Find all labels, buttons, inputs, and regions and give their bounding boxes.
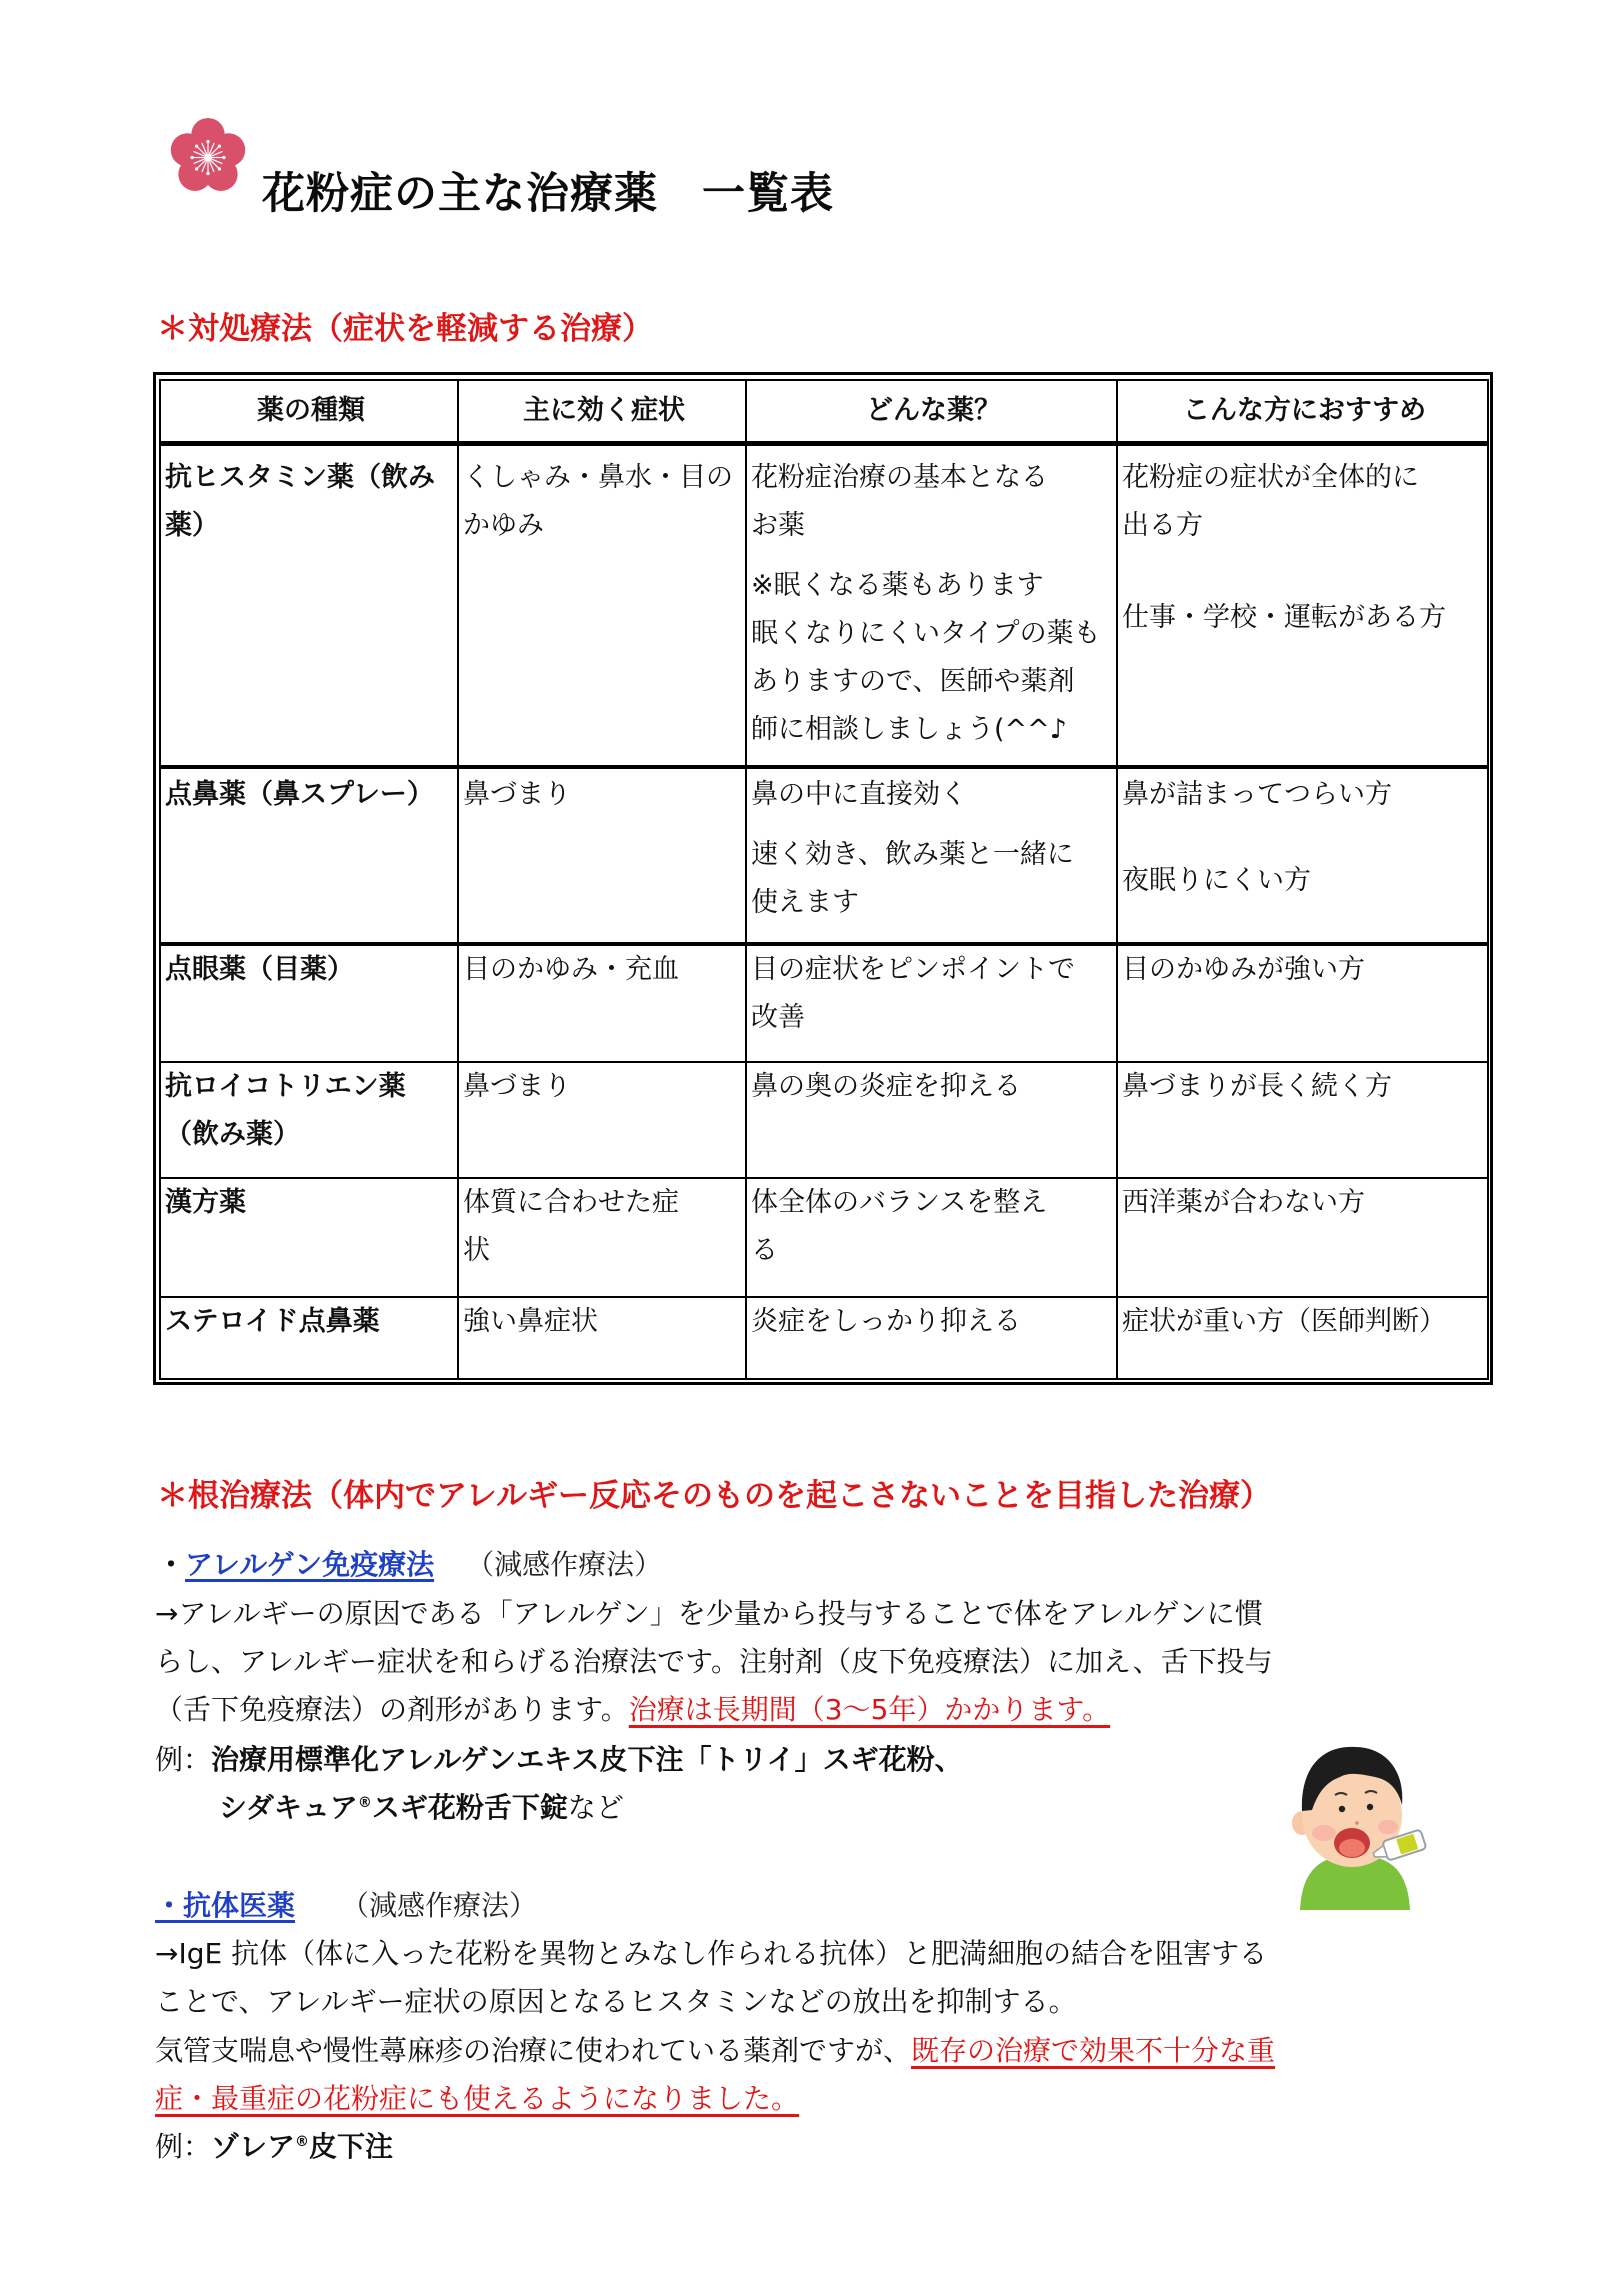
text-span: 気管支喘息や慢性蕁麻疹の治療に使われている薬剤ですが、: [155, 2034, 912, 2067]
cell-line: 状: [463, 1235, 490, 1266]
cell-line: 炎症をしっかり抑える: [751, 1306, 1021, 1337]
cell-for: [1117, 1297, 1488, 1379]
immunotherapy-example-1: [155, 1738, 963, 1778]
cell-what: [746, 443, 1117, 767]
antibody-text-line: [155, 2029, 1275, 2069]
cell-symptom: [458, 1062, 746, 1178]
table-row: [160, 944, 1488, 1062]
cell-line: 西洋薬が合わない方: [1122, 1187, 1365, 1218]
antibody-text-line: [155, 2077, 799, 2117]
cell-line: ステロイド点鼻薬: [165, 1306, 380, 1337]
cell-line: 眠くなりにくいタイプの薬も: [751, 617, 1101, 649]
cell-line: ※眠くなる薬もあります: [751, 569, 1044, 601]
table-row: [160, 767, 1488, 944]
example-label: 例：: [155, 2130, 212, 2163]
cell-what: [746, 1178, 1117, 1297]
cell-line: 鼻づまりが長く続く方: [1122, 1071, 1392, 1102]
cell-line: ありますので、医師や薬剤: [751, 665, 1075, 697]
cell-line: 速く効き、飲み薬と一緒に: [751, 839, 1074, 870]
example-product: 皮下注: [309, 2130, 394, 2163]
antibody-text-line: ことで、アレルギー症状の原因となるヒスタミンなどの放出を抑制する。: [155, 1985, 1077, 2018]
cell-line: 漢方薬: [165, 1187, 246, 1218]
cell-line: 鼻づまり: [463, 1071, 571, 1102]
cell-line: 抗ロイコトリエン薬: [165, 1071, 406, 1102]
example-label: 例：: [155, 1743, 212, 1776]
child-taking-medicine-illustration: [1280, 1715, 1430, 1910]
cell-line: 鼻づまり: [463, 779, 571, 810]
cell-kind: [160, 944, 458, 1062]
antibody-text-line: →IgE 抗体（体に入った花粉を異物とみなし作られる抗体）と肥満細胞の結合を阻害する: [155, 1937, 1268, 1970]
header-kind: 薬の種類: [160, 380, 458, 443]
table-header-row: [160, 380, 1488, 443]
cell-line: 花粉症治療の基本となる: [751, 461, 1048, 493]
example-product: ゾレア: [211, 2130, 296, 2163]
registered-mark: ®: [295, 2134, 310, 2150]
immunotherapy-alias: （減感作療法）: [466, 1548, 663, 1581]
duration-highlight: 治療は長期間（3～5年）かかります。: [628, 1693, 1111, 1726]
cell-what: [746, 1062, 1117, 1178]
severity-highlight: 既存の治療で効果不十分な重: [911, 2034, 1276, 2067]
cell-symptom: [458, 944, 746, 1062]
example-product: スギ花粉舌下錠: [371, 1791, 568, 1824]
severity-highlight: 症・最重症の花粉症にも使えるようになりました。: [155, 2082, 800, 2115]
cell-line: 師に相談しましょう(^^♪: [751, 713, 1068, 745]
cell-for: [1117, 767, 1488, 944]
header-symptom: 主に効く症状: [458, 380, 746, 443]
symptomatic-heading: ＊対処療法（症状を軽減する治療）: [157, 311, 653, 347]
cell-kind: [160, 443, 458, 767]
immunotherapy-link[interactable]: アレルゲン免疫療法: [185, 1548, 435, 1581]
cell-symptom: [458, 443, 746, 767]
cell-line: 使えます: [751, 887, 859, 918]
bullet: ・: [155, 1889, 184, 1922]
medication-table: [159, 379, 1489, 1380]
text-span: （舌下免疫療法）の剤形があります。: [155, 1693, 629, 1726]
table-row: [160, 1062, 1488, 1178]
cell-line: 鼻の奥の炎症を抑える: [751, 1071, 1021, 1102]
cell-line: 強い鼻症状: [463, 1306, 598, 1337]
header-for: こんな方におすすめ: [1117, 380, 1488, 443]
cell-line: お薬: [751, 509, 805, 541]
cell-line: 薬）: [165, 509, 219, 541]
cell-line: 抗ヒスタミン薬（飲み: [165, 461, 435, 493]
cell-line: 目のかゆみ・充血: [463, 954, 679, 985]
cell-line: （飲み薬）: [165, 1119, 300, 1150]
cell-line: 目の症状をピンポイントで: [751, 954, 1075, 985]
table-row: [160, 1178, 1488, 1297]
cell-line: る: [751, 1235, 778, 1266]
cell-line: 鼻が詰まってつらい方: [1122, 779, 1392, 810]
antibody-title: 抗体医薬: [183, 1889, 296, 1922]
immunotherapy-text-line: らし、アレルギー症状を和らげる治療法です。注射剤（皮下免疫療法）に加え、舌下投与: [155, 1645, 1273, 1678]
example-product: 治療用標準化アレルゲンエキス皮下注「トリイ」スギ花粉、: [211, 1743, 963, 1776]
cell-kind: [160, 1297, 458, 1379]
registered-mark: ®: [357, 1795, 372, 1811]
page-title: 花粉症の主な治療薬 一覧表: [262, 169, 834, 219]
cell-line: 鼻の中に直接効く: [751, 779, 967, 810]
cell-line: 点眼薬（目薬）: [165, 954, 354, 985]
antibody-title-line: [155, 1884, 537, 1924]
header-what: どんな薬？: [746, 380, 1117, 443]
cell-line: 夜眠りにくい方: [1122, 865, 1311, 896]
cell-for: [1117, 944, 1488, 1062]
immunotherapy-title-line: [157, 1543, 662, 1583]
cell-line: 点鼻薬（鼻スプレー）: [165, 779, 434, 810]
antibody-alias: （減感作療法）: [341, 1889, 538, 1922]
cell-kind: [160, 1178, 458, 1297]
cell-line: 症状が重い方（医師判断）: [1122, 1306, 1446, 1337]
cell-for: [1117, 1062, 1488, 1178]
cell-kind: [160, 767, 458, 944]
antibody-example: [155, 2125, 393, 2165]
cell-symptom: [458, 1178, 746, 1297]
cell-symptom: [458, 767, 746, 944]
cell-what: [746, 1297, 1117, 1379]
cell-line: 仕事・学校・運転がある方: [1122, 601, 1446, 633]
immunotherapy-text-line: [155, 1688, 1110, 1728]
cell-line: 目のかゆみが強い方: [1122, 954, 1365, 985]
cell-what: [746, 767, 1117, 944]
cell-line: 改善: [751, 1002, 805, 1033]
cell-kind: [160, 1062, 458, 1178]
bullet: ・: [157, 1548, 186, 1581]
cell-line: くしゃみ・鼻水・目の: [463, 461, 733, 493]
cell-line: 花粉症の症状が全体的に: [1122, 461, 1419, 493]
cell-line: 出る方: [1122, 509, 1203, 541]
cell-line: 体全体のバランスを整え: [751, 1187, 1048, 1218]
cell-what: [746, 944, 1117, 1062]
antibody-link[interactable]: [155, 1889, 295, 1922]
plum-blossom-icon: [170, 118, 246, 194]
table-row: [160, 443, 1488, 767]
example-suffix: など: [567, 1791, 624, 1824]
table-row: [160, 1297, 1488, 1379]
cell-for: [1117, 1178, 1488, 1297]
immunotherapy-text-line: →アレルギーの原因である「アレルゲン」を少量から投与することで体をアレルゲンに慣: [155, 1597, 1263, 1630]
immunotherapy-example-2: [219, 1786, 624, 1826]
curative-heading: ＊根治療法（体内でアレルギー反応そのものを起こさないことを目指した治療）: [157, 1478, 1271, 1514]
cell-line: かゆみ: [463, 509, 544, 541]
cell-symptom: [458, 1297, 746, 1379]
cell-line: 体質に合わせた症: [463, 1187, 679, 1218]
example-product: シダキュア: [219, 1791, 358, 1824]
cell-for: [1117, 443, 1488, 767]
